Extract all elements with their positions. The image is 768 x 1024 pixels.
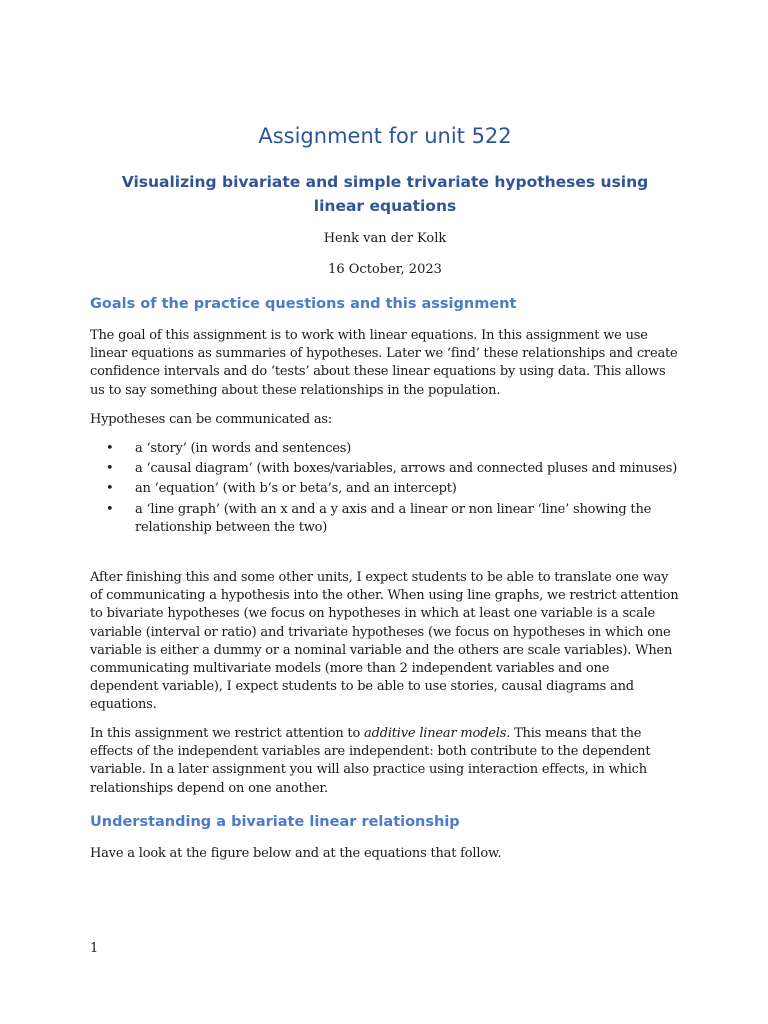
bullet-icon: • <box>106 441 114 456</box>
bullet-icon: • <box>106 461 114 477</box>
section-heading-understanding: Understanding a bivariate linear relationship <box>90 814 460 830</box>
hypothesis-communication-list <box>90 440 680 539</box>
paragraph-4-end: . This means that the effects of the independent variables are independent: both contribute to the dependent variable. In a later assignment you will also practice using interaction effects, in which relationships depend on one another. <box>90 726 651 796</box>
document-date: 16 October, 2023 <box>328 262 442 277</box>
list-item <box>90 440 680 458</box>
document-subtitle: Visualizing bivariate and simple trivariate hypotheses using linear equations <box>121 173 649 215</box>
list-item-text: a ‘causal diagram’ (with boxes/variables, arrows and connected pluses and minuses) <box>135 461 678 477</box>
goals-paragraph-4 <box>90 725 680 798</box>
bullet-icon: • <box>106 501 114 517</box>
list-item <box>90 501 680 537</box>
understanding-paragraph-1: Have a look at the figure below and at the equations that follow. <box>90 846 502 861</box>
goals-paragraph-1: The goal of this assignment is to work with linear equations. In this assignment we use linear equations as summaries of hypotheses. Later we ‘find’ these relationships and create confidence intervals and do ‘tests’ about these linear equations by using data. This allows us to say something about these relationships in the population. <box>90 328 678 398</box>
list-item-text: a ‘line graph’ (with an x and a y axis and a linear or non linear ‘line’ showing the relationship between the two) <box>135 501 652 535</box>
list-item-text: an ‘equation’ (with b’s or beta’s, and an intercept) <box>135 481 457 497</box>
bullet-icon: • <box>106 481 114 497</box>
list-item <box>90 460 680 478</box>
page-number: 1 <box>90 941 99 956</box>
goals-paragraph-2: Hypotheses can be communicated as: <box>90 412 333 427</box>
author-name: Henk van der Kolk <box>323 231 447 246</box>
document-title: Assignment for unit 522 <box>258 124 512 148</box>
goals-paragraph-3: After finishing this and some other units, I expect students to be able to translate one way of communicating a hypothesis into the other. When using line graphs, we restrict attention to bivariate hypotheses (we focus on hypotheses in which at least one variable is a scale variable (interval or ratio) and trivariate hypotheses (we focus on hypotheses in which one variable is either a dummy or a nominal variable and the others are scale variables). When communicating multivariate models (more than 2 independent variables and one dependent variable), I expect students to be able to use stories, causal diagrams and equations. <box>90 570 679 713</box>
document-page <box>90 0 680 1024</box>
list-item <box>90 480 680 498</box>
additive-linear-models-emphasis: additive linear models <box>364 726 507 741</box>
section-heading-goals: Goals of the practice questions and this assignment <box>90 296 517 312</box>
paragraph-4-start: In this assignment we restrict attention to <box>90 726 365 741</box>
list-item-text: a ‘story’ (in words and sentences) <box>135 441 352 456</box>
